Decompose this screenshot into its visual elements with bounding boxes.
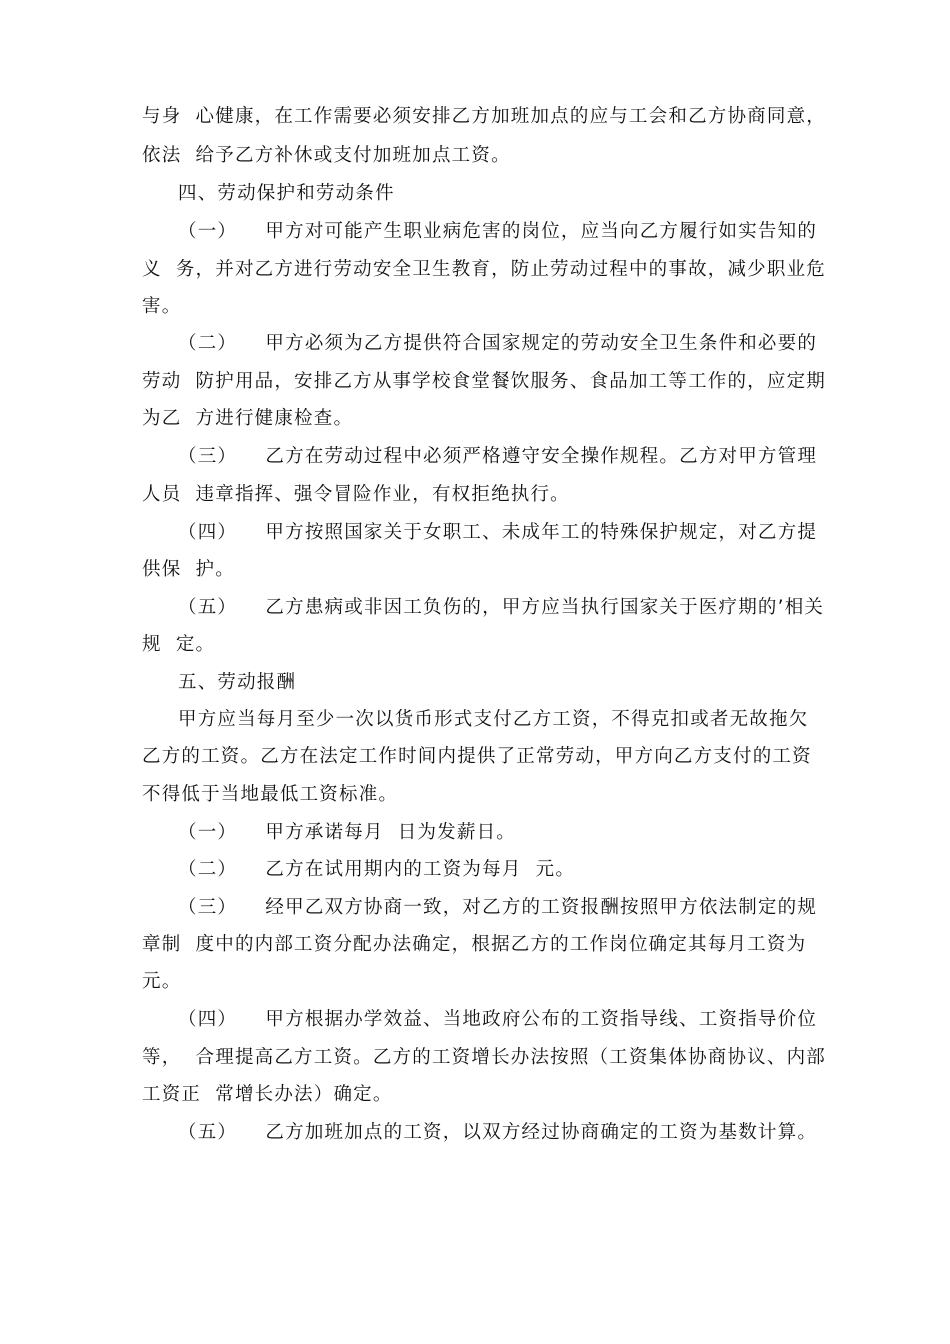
text-line: （四） 甲方按照国家关于女职工、未成年工的特殊保护规定，对乙方提 xyxy=(178,522,818,543)
text-line: 与身 心健康，在工作需要必须安排乙方加班加点的应与工会和乙方协商同意， xyxy=(142,106,826,127)
text-line: 害。 xyxy=(142,296,182,317)
text-line: （一） 甲方对可能产生职业病危害的岗位，应当向乙方履行如实告知的 xyxy=(178,221,818,242)
text-line: 甲方应当每月至少一次以货币形式支付乙方工资，不得克扣或者无故拖欠 xyxy=(178,709,809,730)
text-line: 义 务，并对乙方进行劳动安全卫生教育，防止劳动过程中的事故，减少职业危 xyxy=(142,259,826,280)
section-heading: 四、劳动保护和劳动条件 xyxy=(178,183,395,204)
text-line: 为乙 方进行健康检查。 xyxy=(142,408,354,429)
text-line: （二） 乙方在试用期内的工资为每月 元。 xyxy=(178,859,576,880)
text-line: 劳动 防护用品，安排乙方从事学校食堂餐饮服务、食品加工等工作的，应定期 xyxy=(142,371,826,392)
text-line: 乙方的工资。乙方在法定工作时间内提供了正常劳动，甲方向乙方支付的工资 xyxy=(142,746,812,767)
text-line: 不得低于当地最低工资标准。 xyxy=(142,784,399,805)
text-line: 供保 护。 xyxy=(142,559,235,580)
text-line: 人员 违章指挥、强令冒险作业，有权拒绝执行。 xyxy=(142,484,570,505)
text-line: （三） 乙方在劳动过程中必须严格遵守安全操作规程。乙方对甲方管理 xyxy=(178,446,818,467)
section-heading: 五、劳动报酬 xyxy=(178,672,297,693)
text-line: 等， 合理提高乙方工资。乙方的工资增长办法按照（工资集体协商协议、内部 xyxy=(142,1047,826,1068)
text-line: 章制 度中的内部工资分配办法确定，根据乙方的工作岗位确定其每月工资为 xyxy=(142,934,807,955)
text-line: （五） 乙方加班加点的工资，以双方经过协商确定的工资为基数计算。 xyxy=(178,1122,818,1143)
text-line: （二） 甲方必须为乙方提供符合国家规定的劳动安全卫生条件和必要的 xyxy=(178,333,818,354)
text-line: （五） 乙方患病或非因工负伤的，甲方应当执行国家关于医疗期的’相关 xyxy=(178,597,825,618)
text-line: （一） 甲方承诺每月 日为发薪日。 xyxy=(178,822,516,843)
text-line: （四） 甲方根据办学效益、当地政府公布的工资指导线、工资指导价位 xyxy=(178,1009,818,1030)
text-line: 工资正 常增长办法）确定。 xyxy=(142,1084,393,1105)
text-line: 依法 给予乙方补休或支付加班加点工资。 xyxy=(142,145,511,166)
text-line: 规 定。 xyxy=(142,634,216,655)
text-line: 元。 xyxy=(142,971,182,992)
text-line: （三） 经甲乙双方协商一致，对乙方的工资报酬按照甲方依法制定的规 xyxy=(178,897,818,918)
